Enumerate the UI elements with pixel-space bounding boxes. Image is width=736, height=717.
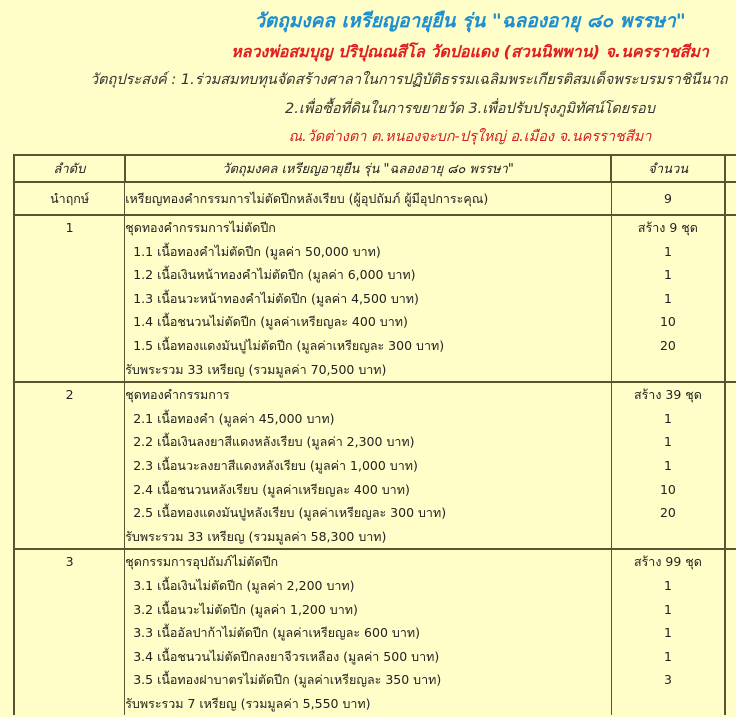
group-summary: รับพระรวม 7 เหรียญ (รวมมูลค่า 5,550 บาท) <box>125 695 371 711</box>
table-row-auspicious <box>14 182 736 215</box>
item-quantity: 20 <box>659 337 676 353</box>
column-header-quantity: จำนวน <box>611 155 725 182</box>
item-quantity: 1 <box>663 577 672 593</box>
list-item: 1.4 เนื้อชนวนไม่ตัดปีก (มูลค่าเหรียญละ 400 บาท) <box>133 314 408 330</box>
page-subtitle: หลวงพ่อสมบุญ ปริปุณณสีโล วัดปอแดง (สวนนิพพาน) จ.นครราชสีมา <box>231 42 709 61</box>
group-quantity: สร้าง 9 ชุด <box>637 220 698 235</box>
amulet-table <box>13 154 736 715</box>
group-title: ชุดทองคำกรรมการ <box>125 387 230 403</box>
list-item: 2.3 เนื้อนวะลงยาสีแดงหลังเรียบ (มูลค่า 1,000 บาท) <box>133 457 418 473</box>
table-row-group-1 <box>14 215 736 382</box>
group-title: ชุดกรรมการอุปถัมภ์ไม่ตัดปีก <box>125 554 279 570</box>
list-item: 2.5 เนื้อทองแดงมันปูหลังเรียบ (มูลค่าเหรียญละ 300 บาท) <box>133 505 447 521</box>
list-item: 1.2 เนื้อเงินหน้าทองคำไม่ตัดปีก (มูลค่า 6,000 บาท) <box>133 267 416 283</box>
list-item: 3.4 เนื้อชนวนไม่ตัดปีกลงยาจีวรเหลือง (มูลค่า 500 บาท) <box>133 648 440 664</box>
row-number: นำฤกษ์ <box>50 191 90 206</box>
item-quantity: 1 <box>663 457 672 473</box>
column-header-order: ลำดับ <box>14 155 125 182</box>
row-description: เหรียญทองคำกรรมการไม่ตัดปีกหลังเรียบ (ผู้อุปถัมภ์ ผู้มีอุปการะคุณ) <box>125 191 489 206</box>
list-item: 2.4 เนื้อชนวนหลังเรียบ (มูลค่าเหรียญละ 400 บาท) <box>133 481 410 497</box>
item-quantity: 10 <box>659 314 676 330</box>
list-item: 1.1 เนื้อทองคำไม่ตัดปีก (มูลค่า 50,000 บาท) <box>133 243 381 259</box>
item-quantity: 1 <box>663 243 672 259</box>
column-header-extra <box>725 155 736 182</box>
item-quantity: 1 <box>663 267 672 283</box>
item-quantity: 1 <box>663 648 672 664</box>
item-quantity: 20 <box>659 505 676 521</box>
item-quantity: 3 <box>663 672 672 688</box>
group-number: 3 <box>65 554 74 570</box>
table-row-group-2 <box>14 382 736 549</box>
group-summary: รับพระรวม 33 เหรียญ (รวมมูลค่า 58,300 บาท) <box>125 528 387 544</box>
group-summary: รับพระรวม 33 เหรียญ (รวมมูลค่า 70,500 บาท) <box>125 361 387 377</box>
group-number: 1 <box>65 220 74 235</box>
group-title: ชุดทองคำกรรมการไม่ตัดปีก <box>125 220 276 235</box>
list-item: 3.2 เนื้อนวะไม่ตัดปีก (มูลค่า 1,200 บาท) <box>133 601 358 617</box>
column-header-item: วัตถุมงคล เหรียญอายุยืน รุ่น "ฉลองอายุ ๘๐ พรรษา" <box>125 155 612 182</box>
item-quantity: 1 <box>663 601 672 617</box>
group-number: 2 <box>65 387 74 403</box>
row-quantity: 9 <box>663 191 672 206</box>
list-item: 1.3 เนื้อนวะหน้าทองคำไม่ตัดปีก (มูลค่า 4,500 บาท) <box>133 290 419 306</box>
item-quantity: 1 <box>663 434 672 450</box>
item-quantity: 1 <box>663 625 672 641</box>
list-item: 3.1 เนื้อเงินไม่ตัดปีก (มูลค่า 2,200 บาท) <box>133 577 355 593</box>
group-quantity: สร้าง 39 ชุด <box>633 387 702 403</box>
list-item: 2.2 เนื้อเงินลงยาสีแดงหลังเรียบ (มูลค่า 2,300 บาท) <box>133 434 415 450</box>
objective-line-1: วัตถุประสงค์ : 1.ร่วมสมทบทุนจัดสร้างศาลาในการปฏิบัติธรรมเฉลิมพระเกียรติสมเด็จพระบรมราชินีนาถ <box>90 72 728 88</box>
group-quantity: สร้าง 99 ชุด <box>633 554 702 570</box>
list-item: 1.5 เนื้อทองแดงมันปูไม่ตัดปีก (มูลค่าเหรียญละ 300 บาท) <box>133 337 445 353</box>
list-item: 3.3 เนื้ออัลปาก้าไม่ตัดปีก (มูลค่าเหรียญละ 600 บาท) <box>133 625 420 641</box>
item-quantity: 10 <box>659 481 676 497</box>
list-item: 2.1 เนื้อทองคำ (มูลค่า 45,000 บาท) <box>133 410 335 426</box>
table-row-group-3 <box>14 549 736 715</box>
page-title: วัตถุมงคล เหรียญอายุยืน รุ่น "ฉลองอายุ ๘๐ พรรษา" <box>254 10 686 32</box>
location-line: ณ.วัดต่างตา ต.หนองจะบก-ปรุใหญ่ อ.เมือง จ.นครราชสีมา <box>288 129 652 145</box>
list-item: 3.5 เนื้อทองฝาบาตรไม่ตัดปีก (มูลค่าเหรียญละ 350 บาท) <box>133 672 442 688</box>
item-quantity: 1 <box>663 290 672 306</box>
table-header-row <box>14 155 736 182</box>
item-quantity: 1 <box>663 410 672 426</box>
objective-line-2: 2.เพื่อซื้อที่ดินในการขยายวัด 3.เพื่อปรับปรุงภูมิทัศน์โดยรอบ <box>285 101 655 117</box>
